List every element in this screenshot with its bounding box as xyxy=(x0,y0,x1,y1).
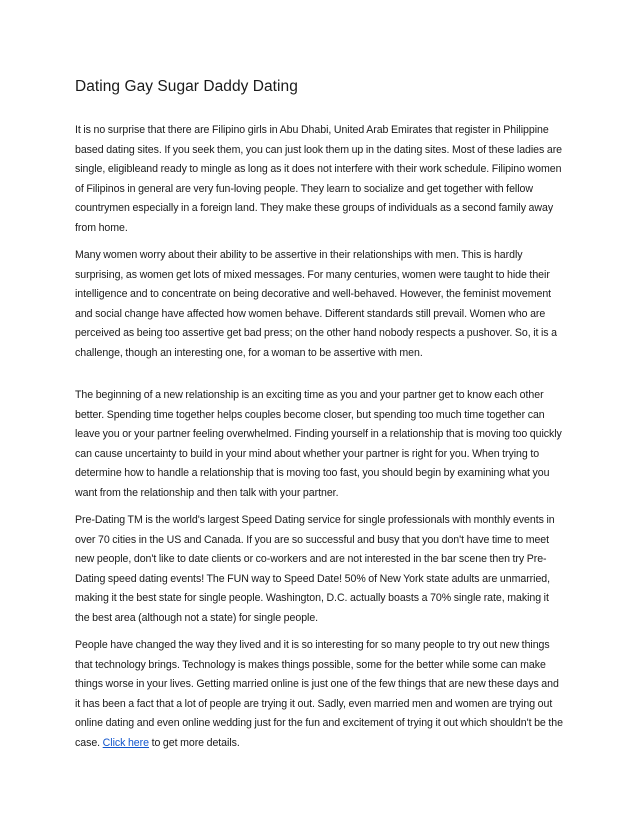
paragraph-5-text: People have changed the way they lived and it is so interesting for so many people to try out new things that technology brings. Technology is makes things possible, some for the better while some can make things worse in your lives. Getting married online is just one of the few things that are new these days and it has been a fact that a lot of people are trying it out. Sadly, even married men and women are trying out online dating and even online wedding just for the fun and excitement of trying it out which shouldn't be the case. xyxy=(75,639,563,749)
paragraph-3: The beginning of a new relationship is an exciting time as you and your partner get to know each other better. Spending time together helps couples become closer, but spending too much time together can leave you or your partner feeling overwhelmed. Finding yourself in a relationship that is moving too quickly can cause uncertainty to build in your mind about whether your partner is right for you. When trying to determine how to handle a relationship that is moving too fast, you should begin by examining what you want from the relationship and then talk with your partner. xyxy=(75,389,562,499)
paragraph-5 xyxy=(75,636,565,753)
paragraph-1: It is no surprise that there are Filipino girls in Abu Dhabi, United Arab Emirates that register in Philippine based dating sites. If you seek them, you can just look them up in the dating sites. Most of these ladies are single, eligibleand ready to mingle as long as it does not interfere with their work schedule. Filipino women of Filipinos in general are very fun-loving people. They learn to socialize and get together with fellow countrymen especially in a foreign land. They make these groups of individuals as a second family away from home. xyxy=(75,124,563,234)
paragraph-4: Pre-Dating TM is the world's largest Speed Dating service for single professionals with monthly events in over 70 cities in the US and Canada. If you are so successful and busy that you don't have time to meet new people, don't like to date clients or co-workers and are not interested in the bar scene then try Pre-Dating speed dating events! The FUN way to Speed Date! 50% of New York state adults are unmarried, making it the best state for single people. Washington, D.C. actually boasts a 70% single rate, making it the best area (although not a state) for single people. xyxy=(75,514,555,624)
paragraph-2: Many women worry about their ability to be assertive in their relationships with men. This is hardly surprising, as women get lots of mixed messages. For many centuries, women were taught to hide their intelligence and to concentrate on being decorative and well-behaved. However, the feminist movement and social change have affected how women behave. Different standards still prevail. Women who are perceived as being too assertive get bad press; on the other hand nobody respects a pushover. So, it is a challenge, though an interesting one, for a woman to be assertive with men. xyxy=(75,249,557,359)
paragraph-5-tail: to get more details. xyxy=(148,736,240,749)
page-title: Dating Gay Sugar Daddy Dating xyxy=(75,78,298,95)
click-here-link[interactable]: Click here xyxy=(102,736,149,749)
document-page xyxy=(75,78,565,761)
